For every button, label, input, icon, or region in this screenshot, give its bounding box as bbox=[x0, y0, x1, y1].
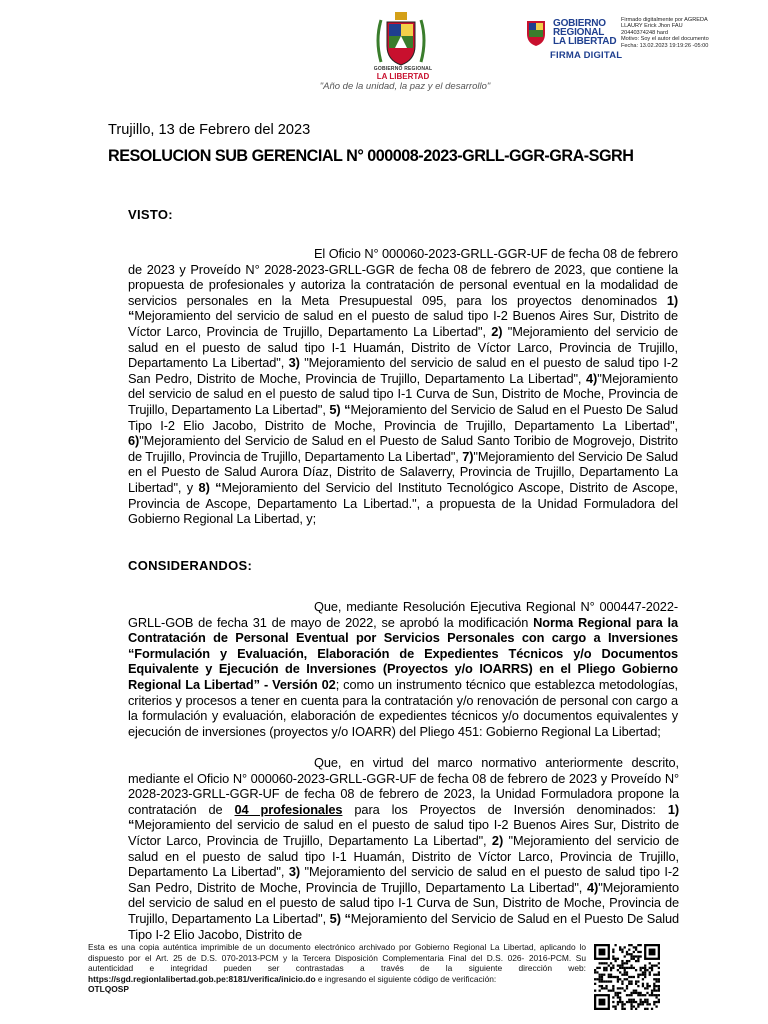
verification-qr-code-icon bbox=[594, 944, 660, 1010]
signature-detail-line: LLAURY Erick Jhon FAU bbox=[621, 23, 683, 30]
authenticity-notice bbox=[88, 942, 586, 995]
verification-link[interactable]: https://sgd.regionlalibertad.gob.pe:8181/verifica/inicio.do bbox=[88, 973, 316, 984]
signature-detail-line: Motivo: Soy el autor del documento bbox=[621, 36, 709, 43]
signature-detail-line: Firmado digitalmente por AGREDA bbox=[621, 17, 708, 23]
considerando-paragraph-2: Que, en virtud del marco normativo anteriormente descrito, mediante el Oficio N° 000060-2023-GRLL-GGR-UF de fecha 08 de febrero de 2023 y Proveído N° 2028-2023-GRLL-GGR-UF de fecha 08 de febrero de 2023, la Unidad Formuladora propone la contratación de 04 profesionales para los Proyectos de Inversión denominados: 1) “Mejoramiento del servicio de salud en el puesto de salud tipo I-2 Buenos Aires Sur, Distrito de Víctor Larco, Provincia de Trujillo, Departamento La Libertad", 2) "Mejoramiento del servicio de salud en el puesto de salud tipo I-1 Huamán, Distrito de Víctor Larco, Provincia de Trujillo, Departamento La Libertad", 3) "Mejoramiento del servicio de salud en el puesto de salud tipo I-2 San Pedro, Distrito de Moche, Provincia de Trujillo, Departamento La Libertad", 4)"Mejoramiento del servicio de salud en el puesto de salud tipo I-1 Curva de Sun, Distrito de Moche, Provincia de Trujillo, Departamento La Libertad", 5) “Mejoramiento del Servicio de Salud en el Puesto De Salud Tipo I-2 Elio Jacobo, Distrito de bbox=[128, 755, 679, 942]
signature-detail-line: Fecha: 13.02.2023 19:19:26 -05:00 bbox=[621, 42, 709, 49]
document-date: Trujillo, 13 de Febrero del 2023 bbox=[108, 122, 311, 138]
crest-caption-top: GOBIERNO REGIONAL bbox=[373, 66, 433, 72]
year-motto: "Año de la unidad, la paz y el desarrollo" bbox=[319, 81, 491, 92]
authenticity-text: Esta es una copia auténtica imprimible de un documento electrónico archivado por Gobierno Regional La Libertad, aplicando lo dispuesto por el Art. 25 de D.S. 070-2013-PCM y la Tercera Disposición Complementaria Final del D.S. 026- 2016-PCM. Su autenticidad e integridad pueden ser contrastadas a través de la siguiente dirección web: bbox=[88, 942, 586, 974]
signature-detail-line: 20440374248 hard bbox=[621, 29, 668, 36]
gore-logo-icon bbox=[524, 17, 548, 47]
visto-heading: VISTO: bbox=[128, 207, 173, 222]
verification-code: OTLQOSP bbox=[88, 984, 129, 995]
digital-signature-label: FIRMA DIGITAL bbox=[550, 50, 623, 61]
signature-logo-text-2: REGIONAL bbox=[553, 27, 605, 38]
signature-logo-text-1: GOBIERNO bbox=[553, 18, 606, 29]
signature-details bbox=[621, 17, 709, 49]
signature-logo-text-3: LA LIBERTAD bbox=[553, 36, 617, 47]
considerando-paragraph-1: Que, mediante Resolución Ejecutiva Regional N° 000447-2022-GRLL-GOB de fecha 31 de mayo de 2022, se aprobó la modificación Norma Regional para la Contratación de Personal Eventual por Servicios Personales con cargo a Inversiones “Formulación y Evaluación, Elaboración de Expedientes Técnicos y/o Documentos Equivalente y Ejecución de Inversiones (Proyectos y/o IOARRS) en el Pliego Gobierno Regional La Libertad” - Versión 02; como un instrumento técnico que establezca metodologías, criterios y procesos a tener en cuenta para la contratación y/o renovación de personal con cargo a la formulación y evaluación, elaboración de expedientes técnicos y/o documentos equivalentes y ejecución de inversiones (proyectos y/o IOARR) del Pliego 451: Gobierno Regional La Libertad; bbox=[128, 599, 679, 739]
resolution-title: RESOLUCION SUB GERENCIAL N° 000008-2023-GRLL-GGR-GRA-SGRH bbox=[108, 147, 634, 165]
considerandos-heading: CONSIDERANDOS: bbox=[128, 558, 253, 573]
visto-paragraph: El Oficio N° 000060-2023-GRLL-GGR-UF de fecha 08 de febrero de 2023 y Proveído N° 2028-2023-GRLL-GGR de fecha 08 de febrero de 2023, que contiene la propuesta de profesionales y autoriza la contratación de personal eventual en la modalidad de servicios personales en la Meta Presupuestal 095, para los proyectos denominados 1) “Mejoramiento del servicio de salud en el puesto de salud tipo I-2 Buenos Aires Sur, Distrito de Víctor Larco, Provincia de Trujillo, Departamento La Libertad", 2) "Mejoramiento del servicio de salud en el puesto de salud tipo I-1 Huamán, Distrito de Víctor Larco, Provincia de Trujillo, Departamento La Libertad", 3) "Mejoramiento del servicio de salud en el puesto de salud tipo I-2 San Pedro, Distrito de Moche, Provincia de Trujillo, Departamento La Libertad", 4)"Mejoramiento del servicio de salud en el puesto de salud tipo I-1 Curva de Sun, Distrito de Moche, Provincia de Trujillo, Departamento La Libertad", 5) “Mejoramiento del Servicio de Salud en el Puesto De Salud Tipo I-2 Elio Jacobo, Distrito de Moche, Provincia de Trujillo, Departamento La Libertad", 6)"Mejoramiento del Servicio de Salud en el Puesto de Salud Santo Toribio de Mogrovejo, Distrito de Trujillo, Provincia de Trujillo, Departamento La Libertad", 7)"Mejoramiento del Servicio De Salud en el Puesto de Salud Aurora Díaz, Distrito de Salaverry, Provincia de Trujillo, Departamento La Libertad", y 8) “Mejoramiento del Servicio del Instituto Tecnológico Ascope, Distrito de Ascope, Provincia de Ascope, Departamento La Libertad.", a propuesta de la Unidad Formuladora del Gobierno Regional La Libertad, y; bbox=[128, 246, 679, 527]
crest-caption-bottom: LA LIBERTAD bbox=[376, 72, 430, 81]
verification-suffix: e ingresando el siguiente código de verificación: bbox=[317, 973, 497, 984]
